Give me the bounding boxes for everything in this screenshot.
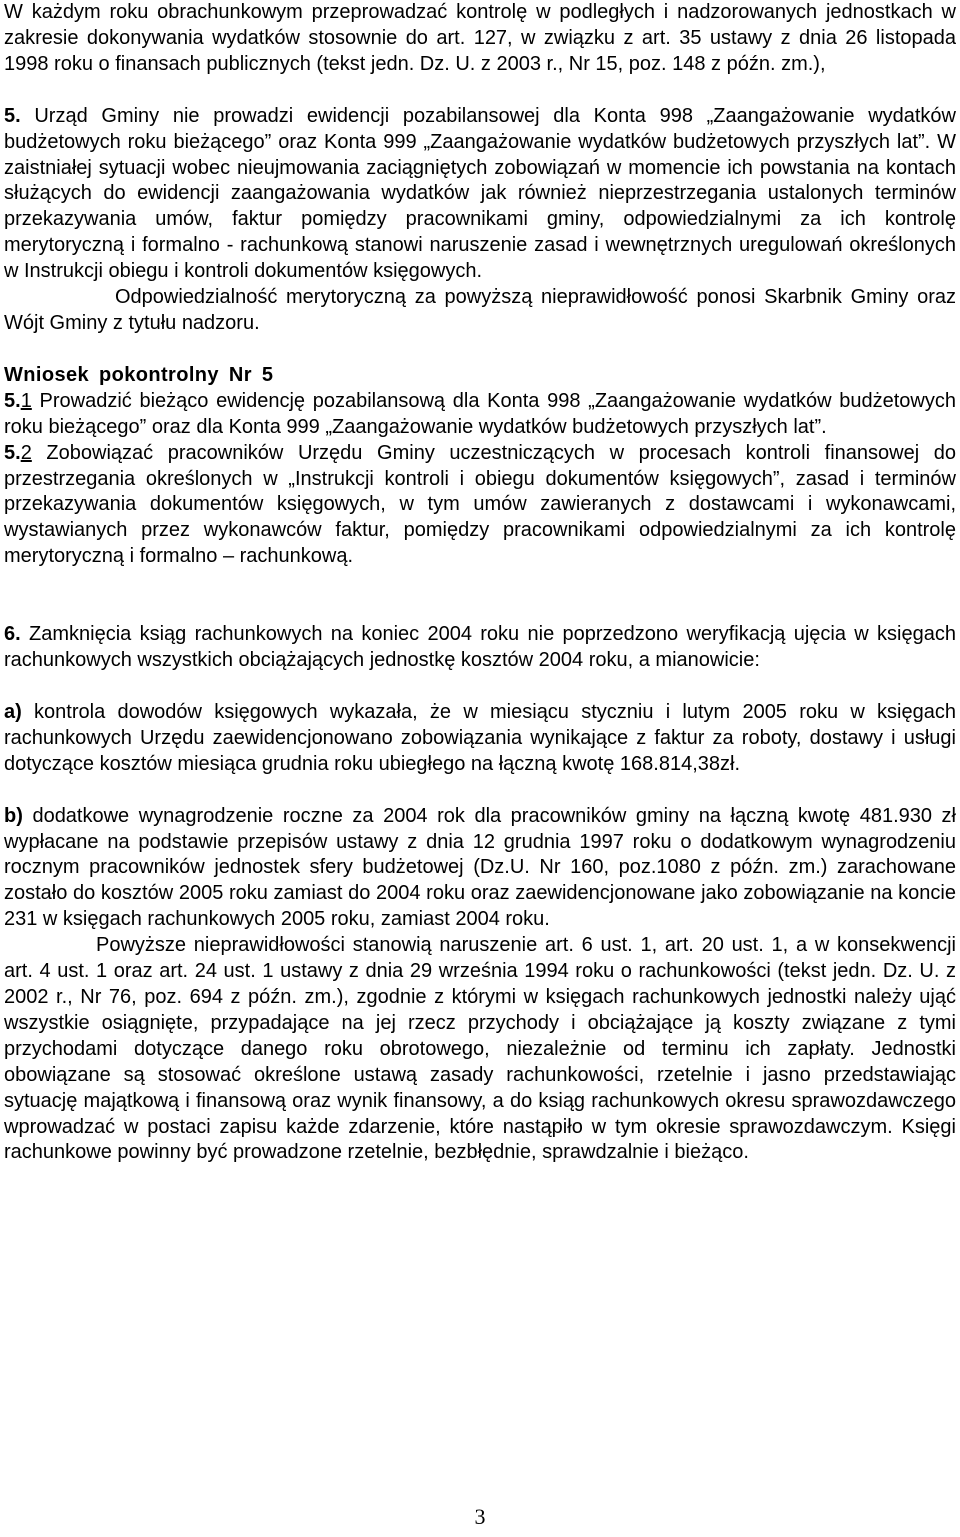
section-5-paragraph xyxy=(4,104,956,285)
section-6-point-b-text: dodatkowe wynagrodzenie roczne za 2004 rok dla pracowników gminy na łączną kwotę 481.930 zł wypłacane na podstawie przepisów ustawy z dnia 12 grudnia 1997 roku o dodatkowym wynagrodzeniu rocznym pracowników jednostek sfery budżetowej (Dz.U. Nr 160, poz.1080 z późn. zm.) zarachowane zostało do kosztów 2005 roku zamiast do 2004 roku oraz zaewidencjonowane jako zobowiązanie na koncie 231 w księgach rachunkowych 2005 roku, zamiast 2004 roku. xyxy=(4,804,956,931)
section-6-text: Zamknięcia ksiąg rachunkowych na koniec 2004 roku nie poprzedzono weryfikacją ujęcia w księgach rachunkowych wszystkich obciążających jednostkę kosztów 2004 roku, a mianowicie: xyxy=(4,623,956,672)
document-page xyxy=(4,0,956,1166)
section-6-point-a-label: a) xyxy=(4,700,22,723)
recommendation-5-1-text: Prowadzić bieżąco ewidencję pozabilansową dla Konta 998 „Zaangażowanie wydatków budżetowych roku bieżącego” oraz dla Konta 999 „Zaangażowanie wydatków budżetowych przyszłych lat”. xyxy=(4,389,956,438)
recommendation-5-2-number-minor: 2 xyxy=(20,441,32,464)
spacer xyxy=(4,337,956,363)
section-5-number: 5. xyxy=(4,104,21,127)
recommendation-5-1-number-major: 5. xyxy=(4,389,21,412)
recommendation-heading: Wniosek pokontrolny Nr 5 xyxy=(4,363,274,386)
spacer xyxy=(4,570,956,622)
recommendation-5-2-number-major: 5. xyxy=(4,441,21,464)
section-6-point-a xyxy=(4,700,956,778)
section-6-number: 6. xyxy=(4,623,21,646)
section-6-paragraph xyxy=(4,622,956,674)
recommendation-5-1-number-minor: 1 xyxy=(20,389,32,412)
recommendation-5-2-text: Zobowiązać pracowników Urzędu Gminy uczestniczących w procesach kontroli finansowej do przestrzegania określonych w „Instrukcji kontroli i obiegu dokumentów księgowych”, zasad i terminów przekazywania dokumentów księgowych, w tym umów zawieranych z dostawcami i wykonawcami, wystawianych przez wykonawców faktur, pomiędzy pracownikami odpowiedzialnymi za ich kontrolę merytoryczną i formalno – rachunkową. xyxy=(4,441,956,568)
spacer xyxy=(4,78,956,104)
intro-paragraph: W każdym roku obrachunkowym przeprowadzać kontrolę w podległych i nadzorowanych jednostkach w zakresie dokonywania wydatków stosownie do art. 127, w związku z art. 35 ustawy z dnia 26 listopada 1998 roku o finansach publicznych (tekst jedn. Dz. U. z 2003 r., Nr 15, poz. 148 z późn. zm.), xyxy=(4,1,956,75)
recommendation-5-2 xyxy=(4,441,956,571)
section-6-point-b-label: b) xyxy=(4,804,23,827)
section-6-point-a-text: kontrola dowodów księgowych wykazała, że w miesiącu styczniu i lutym 2005 roku w księgach rachunkowych Urzędu zaewidencjonowano zobowiązania wynikające z faktur za roboty, dostawy i usługi dotyczące kosztów miesiąca grudnia roku ubiegłego na łączną kwotę 168.814,38zł. xyxy=(4,700,956,775)
spacer xyxy=(4,778,956,804)
page-number: 3 xyxy=(474,1504,486,1529)
recommendation-5-1 xyxy=(4,389,956,441)
spacer xyxy=(4,674,956,700)
section-6-conclusion: Powyższe nieprawidłowości stanowią naruszenie art. 6 ust. 1, art. 20 ust. 1, a w konsekwencji art. 4 ust. 1 oraz art. 24 ust. 1 ustawy z dnia 29 września 1994 roku o rachunkowości (tekst jedn. Dz. U. z 2002 r., Nr 76, poz. 694 z późn. zm.), zgodnie z którymi w księgach rachunkowych jednostki należy ująć wszystkie osiągnięte, przypadające na jej rzecz przychody i obciążające ją koszty związane z tymi przychodami dotyczące danego roku obrotowego, niezależnie od terminu ich zapłaty. Jednostki obowiązane są stosować określone ustawą zasady rachunkowości, rzetelnie i jasno przedstawiając sytuację majątkową i finansową oraz wynik finansowy, a do ksiąg rachunkowych okresu sprawozdawczego wprowadzać w postaci zapisu każde zdarzenie, które nastąpiło w tym okresie sprawozdawczym. Księgi rachunkowe powinny być prowadzone rzetelnie, bezbłędnie, sprawdzalnie i bieżąco. xyxy=(4,934,956,1164)
section-5-responsibility: Odpowiedzialność merytoryczną za powyższą nieprawidłowość ponosi Skarbnik Gminy oraz Wójt Gminy z tytułu nadzoru. xyxy=(4,286,956,334)
section-6-point-b xyxy=(4,804,956,934)
section-5-text: Urząd Gminy nie prowadzi ewidencji pozabilansowej dla Konta 998 „Zaangażowanie wydatków budżetowych roku bieżącego” oraz Konta 999 „Zaangażowanie wydatków budżetowych przyszłych lat”. W zaistniałej sytuacji wobec nieujmowania zaciągniętych zobowiązań w momencie ich powstania na kontach służących do ewidencji zaangażowania wydatków jak również nieprzestrzegania ustalonych terminów przekazywania umów, faktur pomiędzy pracownikami gminy, odpowiedzialnymi za ich kontrolę merytoryczną i formalno - rachunkową stanowi naruszenie zasad i wewnętrznych uregulowań określonych w Instrukcji obiegu i kontroli dokumentów księgowych. xyxy=(4,104,956,283)
